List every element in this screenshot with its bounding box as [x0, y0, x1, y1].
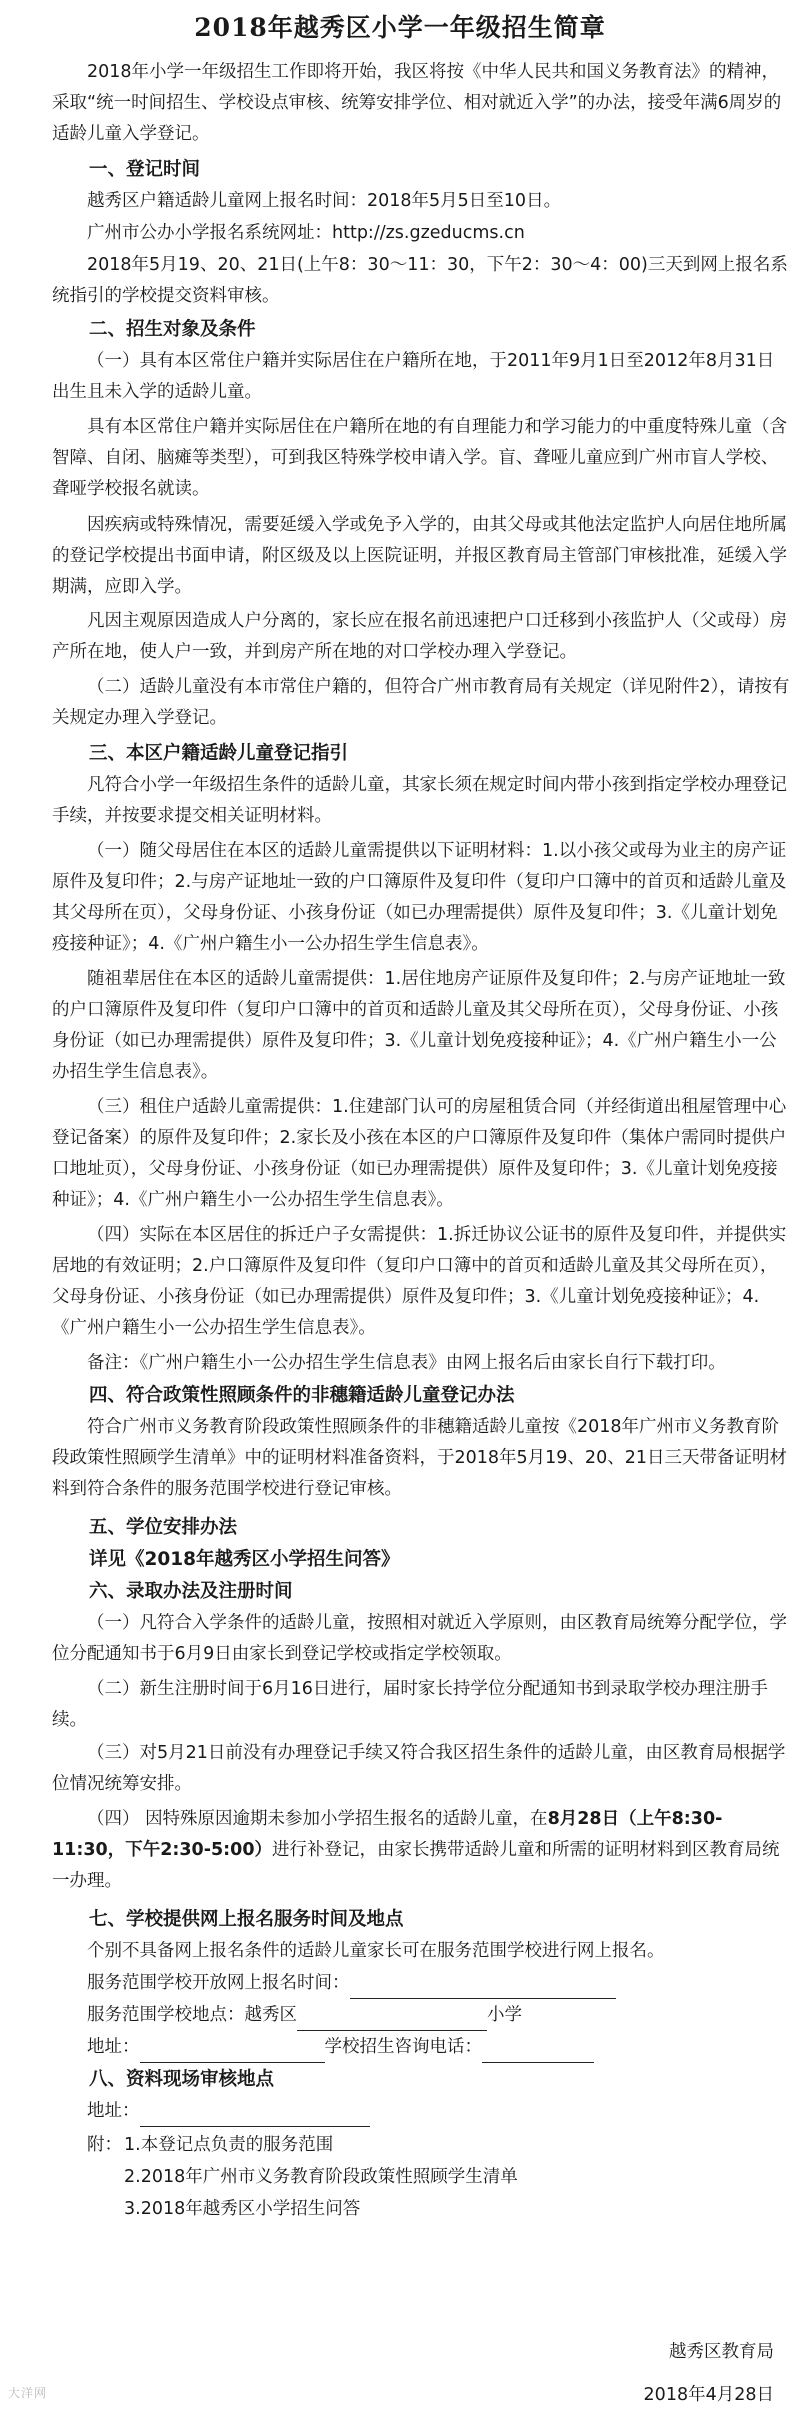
s6-paragraph-2: （二）新生注册时间于6月16日进行，届时家长持学位分配通知书到录取学校办理注册手续。 — [52, 1679, 768, 1730]
intro-paragraph: 2018年小学一年级招生工作即将开始，我区将按《中华人民共和国义务教育法》的精神，采取“统一时间招生、学校设点审核、统筹安排学位、相对就近入学”的办法，接受年满6周岁的适龄儿童入学登记。 — [52, 62, 782, 144]
section-5-heading: 五、学位安排办法 — [89, 1517, 238, 1538]
section-3-heading: 三、本区户籍适龄儿童登记指引 — [89, 743, 349, 764]
s3-paragraph-2: 随祖辈居住在本区的适龄儿童需提供：1.居住地房产证原件及复印件；2.与房产证地址一致的户口簿原件及复印件（复印户口簿中的首页和适龄儿童及其父母所在页），父母身份证、小孩身份证（如已办理需提供）原件及复印件；3.《儿童计划免疫接种证》；4.《广州户籍生小一公办招生学生信息表》。 — [52, 969, 786, 1082]
s6-paragraph-3: （三）对5月21日前没有办理登记手续又符合我区招生条件的适龄儿童，由区教育局根据学位情况统筹安排。 — [52, 1743, 786, 1794]
s3-paragraph-4: （四）实际在本区居住的拆迁户子女需提供：1.拆迁协议公证书的原件及复印件，并提供实居地的有效证明；2.户口簿原件及复印件（复印户口簿中的首页和适龄儿童及其父母所在页），父母身份证、小孩身份证（如已办理需提供）原件及复印件；3.《儿童计划免疫接种证》；4.《广州户籍生小一公办招生学生信息表》。 — [52, 1225, 787, 1338]
attachment-2: 2.2018年广州市义务教育阶段政策性照顾学生清单 — [124, 2167, 518, 2187]
s7-line-signup-time — [52, 1968, 790, 1999]
section-2-heading: 二、招生对象及条件 — [89, 319, 256, 340]
s2-paragraph-3: 因疾病或特殊情况，需要延缓入学或免予入学的，由其父母或其他法定监护人向居住地所属的登记学校提出书面申请，附区级及以上医院证明，并报区教育局主管部门审核批准，延缓入学期满，应即入学。 — [52, 515, 787, 597]
watermark: 大洋网 — [8, 2386, 48, 2400]
s2-paragraph-5: （二）适龄儿童没有本市常住户籍的，但符合广州市教育局有关规定（详见附件2），请按有关规定办理入学登记。 — [52, 677, 790, 728]
phone-label: 学校招生咨询电话： — [324, 2037, 482, 2057]
signup-time-blank — [350, 1978, 616, 1999]
s3-paragraph-3: （三）租住户适龄儿童需提供：1.住建部门认可的房屋租赁合同（并经街道出租屋管理中心登记备案）的原件及复印件；2.家长及小孩在本区的户口簿原件及复印件（集体户需同时提供户口地址页），父母身份证、小孩身份证（如已办理需提供）原件及复印件；3.《儿童计划免疫接种证》；4.《广州户籍生小一公办招生学生信息表》。 — [52, 1097, 787, 1210]
s3-note: 备注：《广州户籍生小一公办招生学生信息表》由网上报名后由家长自行下载打印。 — [87, 1353, 726, 1373]
s2-paragraph-2: 具有本区常住户籍并实际居住在户籍所在地的有自理能力和学习能力的中重度特殊儿童（含智障、自闭、脑瘫等类型），可到我区特殊学校申请入学。盲、聋哑儿童应到广州市盲人学校、聋哑学校报名就读。 — [52, 417, 787, 499]
issuer-name: 越秀区教育局 — [669, 2342, 774, 2362]
school-location-label: 服务范围学校地点：越秀区 — [87, 2005, 297, 2025]
section-1-heading: 一、登记时间 — [89, 159, 201, 180]
s2-paragraph-1: （一）具有本区常住户籍并实际居住在户籍所在地，于2011年9月1日至2012年8月31日出生且未入学的适龄儿童。 — [52, 351, 775, 402]
section-6-heading: 六、录取办法及注册时间 — [89, 1581, 293, 1602]
s7-paragraph-1: 个别不具备网上报名条件的适龄儿童家长可在服务范围学校进行网上报名。 — [87, 1941, 665, 1961]
section-7-heading: 七、学校提供网上报名服务时间及地点 — [89, 1909, 404, 1930]
s3-paragraph-1: （一）随父母居住在本区的适龄儿童需提供以下证明材料：1.以小孩父或母为业主的房产证原件及复印件；2.与房产证地址一致的户口簿原件及复印件（复印户口簿中的首页和适龄儿童及其父母所在页），父母身份证、小孩身份证（如已办理需提供）原件及复印件；3.《儿童计划免疫接种证》；4.《广州户籍生小一公办招生学生信息表》。 — [52, 841, 787, 954]
s4-paragraph-1: 符合广州市义务教育阶段政策性照顾条件的非穗籍适龄儿童按《2018年广州市义务教育阶段政策性照顾学生清单》中的证明材料准备资料，于2018年5月19、20、21日三天带备证明材料到符合条件的服务范围学校进行登记审核。 — [52, 1417, 787, 1499]
s5-paragraph-1: 详见《2018年越秀区小学招生问答》 — [89, 1549, 400, 1570]
school-suffix: 小学 — [487, 2005, 522, 2025]
review-address-label: 地址： — [87, 2101, 140, 2121]
attachments-label: 附： — [87, 2135, 122, 2155]
s6-paragraph-4 — [52, 1804, 790, 1897]
s7-line-address-phone — [52, 2032, 790, 2063]
phone-blank — [482, 2042, 594, 2063]
s1-paragraph-1: 越秀区户籍适龄儿童网上报名时间：2018年5月5日至10日。 — [87, 191, 562, 211]
address-blank — [140, 2042, 325, 2063]
address-label: 地址： — [87, 2037, 140, 2057]
issue-date: 2018年4月28日 — [643, 2385, 774, 2405]
s6-p4-lead: （四） 因特殊原因逾期未参加小学招生报名的适龄儿童，在 — [87, 1809, 548, 1829]
s1-paragraph-2: 广州市公办小学报名系统网址：http://zs.gzeducms.cn — [87, 223, 525, 243]
section-4-heading: 四、符合政策性照顾条件的非穗籍适龄儿童登记办法 — [89, 1385, 515, 1406]
signup-time-label: 服务范围学校开放网上报名时间： — [87, 1973, 350, 1993]
section-8-heading: 八、资料现场审核地点 — [89, 2069, 275, 2090]
review-address-blank — [140, 2106, 370, 2127]
s6-p4-tail: 进行补登记，由家长携带适龄儿童和所需的证明材料到区教育局统一办理。 — [52, 1840, 780, 1891]
s6-p4-date: 8月28日（上午8:30-11:30，下午2:30-5:00） — [52, 1809, 723, 1860]
s1-paragraph-3: 2018年5月19、20、21日(上午8：30～11：30，下午2：30～4：00)三天到网上报名系统指引的学校提交资料审核。 — [52, 255, 788, 306]
s7-line-school-location — [52, 2000, 790, 2031]
s2-paragraph-4: 凡因主观原因造成人户分离的，家长应在报名前迅速把户口迁移到小孩监护人（父或母）房产所在地，使人户一致，并到房产所在地的对口学校办理入学登记。 — [52, 611, 787, 662]
document-title: 2018年越秀区小学一年级招生简章 — [194, 13, 606, 42]
school-name-blank — [297, 2010, 487, 2031]
s3-paragraph-0: 凡符合小学一年级招生条件的适龄儿童，其家长须在规定时间内带小孩到指定学校办理登记手续，并按要求提交相关证明材料。 — [52, 775, 787, 826]
attachment-3: 3.2018年越秀区小学招生问答 — [124, 2199, 361, 2219]
s8-line-address — [52, 2096, 790, 2127]
s6-paragraph-1: （一）凡符合入学条件的适龄儿童，按照相对就近入学原则，由区教育局统筹分配学位，学位分配通知书于6月9日由家长到登记学校或指定学校领取。 — [52, 1613, 787, 1664]
attachment-1: 1.本登记点负责的服务范围 — [124, 2135, 334, 2155]
